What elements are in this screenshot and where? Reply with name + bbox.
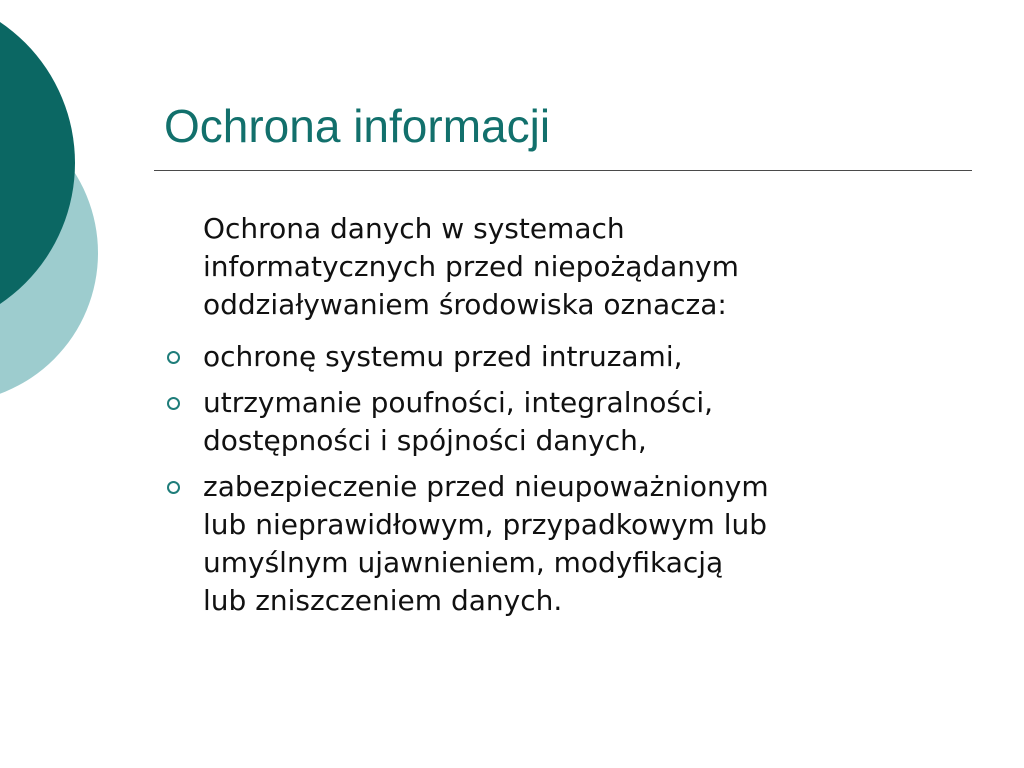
decorative-circles [0,0,120,400]
hollow-circle-bullet-icon [167,351,180,364]
list-item [165,338,965,376]
list-item [165,468,965,620]
list-item [165,384,965,460]
slide-title: Ochrona informacji [164,100,551,152]
list-item-text: zabezpieczenie przed nieupoważnionym lub nieprawidłowym, przypadkowym lub umyślnym ujawnieniem, modyfikacją lub zniszczeniem danych. [203,470,769,617]
title-divider [154,170,972,171]
intro-paragraph: Ochrona danych w systemach informatycznych przed niepożądanym oddziaływaniem środowiska oznacza: [203,212,739,321]
list-item-text: utrzymanie poufności, integralności, dostępności i spójności danych, [203,386,714,457]
bullet-list [165,338,965,620]
slide-body [165,210,965,628]
hollow-circle-bullet-icon [167,397,180,410]
hollow-circle-bullet-icon [167,481,180,494]
list-item-text: ochronę systemu przed intruzami, [203,340,683,373]
